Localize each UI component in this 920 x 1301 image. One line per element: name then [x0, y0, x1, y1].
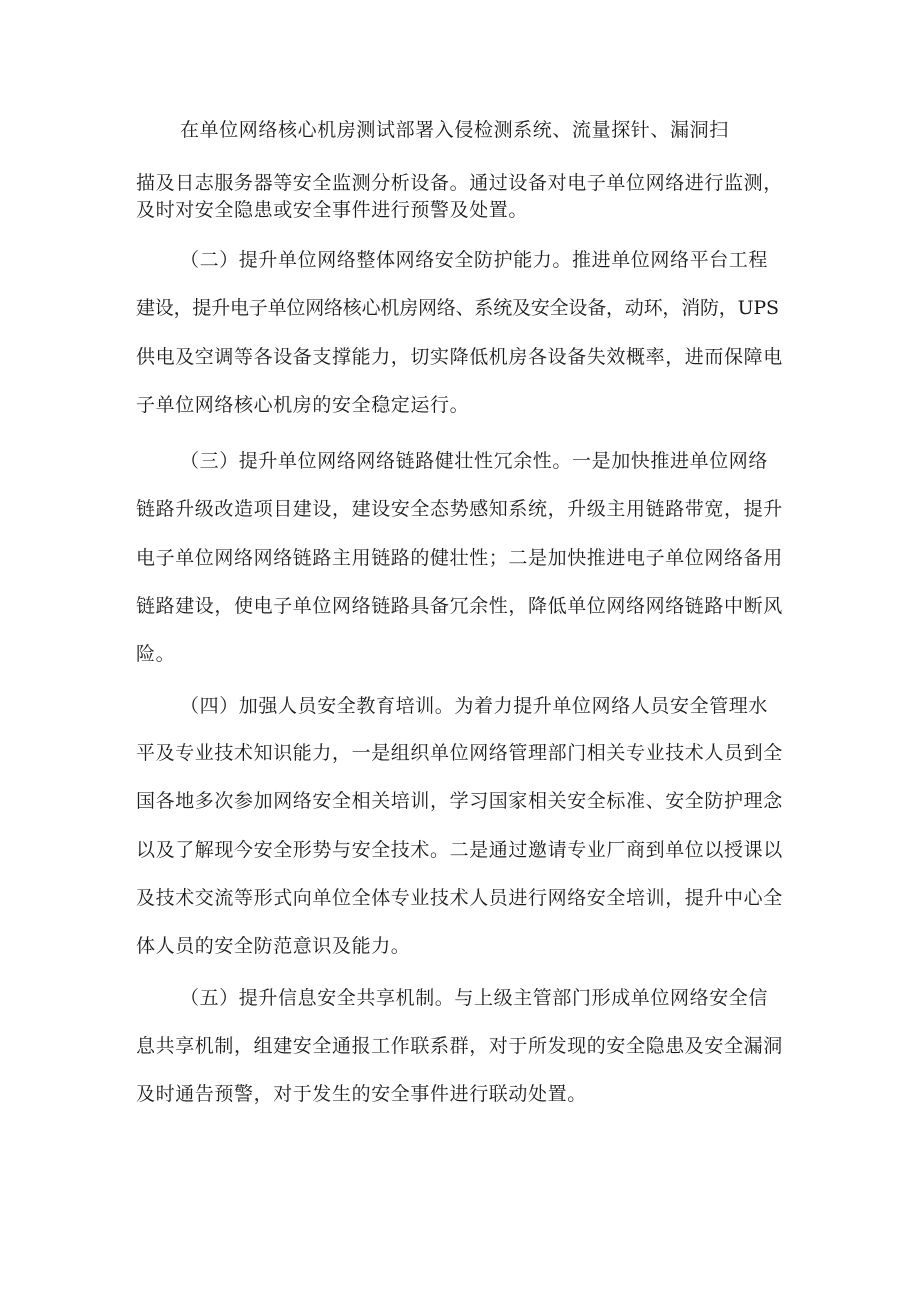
- paragraph-4-line-6: 体人员的安全防范意识及能力。: [136, 935, 411, 957]
- paragraph-4-line-2: 平及专业技术知识能力，一是组织单位网络管理部门相关专业技术人员到全: [136, 742, 783, 764]
- paragraph-2-line-3: 供电及空调等各设备支撑能力，切实降低机房各设备失效概率，进而保障电: [136, 346, 783, 368]
- paragraph-2-line-1: （二）提升单位网络整体网络安全防护能力。推进单位网络平台工程: [180, 249, 769, 271]
- paragraph-2-line-2: 建设，提升电子单位网络核心机房网络、系统及安全设备，动环，消防，UPS: [136, 297, 779, 319]
- paragraph-4-line-3: 国各地多次参加网络安全相关培训，学习国家相关安全标准、安全防护理念: [136, 790, 783, 812]
- paragraph-1-line-1: 在单位网络核心机房测试部署入侵检测系统、流量探针、漏洞扫: [180, 119, 729, 141]
- paragraph-1-line-2: 描及日志服务器等安全监测分析设备。通过设备对电子单位网络进行监测，: [136, 172, 783, 194]
- paragraph-3-line-3: 电子单位网络网络链路主用链路的健壮性；二是加快推进电子单位网络备用: [136, 547, 783, 569]
- paragraph-2-line-4: 子单位网络核心机房的安全稳定运行。: [136, 394, 470, 416]
- paragraph-3-line-4: 链路建设，使电子单位网络链路具备冗余性，降低单位网络网络链路中断风: [136, 595, 783, 617]
- paragraph-5-line-2: 息共享机制，组建安全通报工作联系群，对于所发现的安全隐患及安全漏洞: [136, 1035, 783, 1057]
- paragraph-5-line-3: 及时通告预警，对于发生的安全事件进行联动处置。: [136, 1083, 587, 1105]
- paragraph-1-line-3: 及时对安全隐患或安全事件进行预警及处置。: [136, 199, 529, 221]
- paragraph-3-line-2: 链路升级改造项目建设，建设安全态势感知系统，升级主用链路带宽，提升: [136, 498, 783, 520]
- paragraph-3-line-1: （三）提升单位网络网络链路健壮性冗余性。一是加快推进单位网络: [180, 450, 769, 472]
- paragraph-4-line-5: 及技术交流等形式向单位全体专业技术人员进行网络安全培训，提升中心全: [136, 887, 783, 909]
- paragraph-5-line-1: （五）提升信息安全共享机制。与上级主管部门形成单位网络安全信: [180, 987, 769, 1009]
- paragraph-4-line-1: （四）加强人员安全教育培训。为着力提升单位网络人员安全管理水: [180, 695, 769, 717]
- paragraph-4-line-4: 以及了解现今安全形势与安全技术。二是通过邀请专业厂商到单位以授课以: [136, 839, 783, 861]
- paragraph-3-line-5: 险。: [136, 643, 176, 665]
